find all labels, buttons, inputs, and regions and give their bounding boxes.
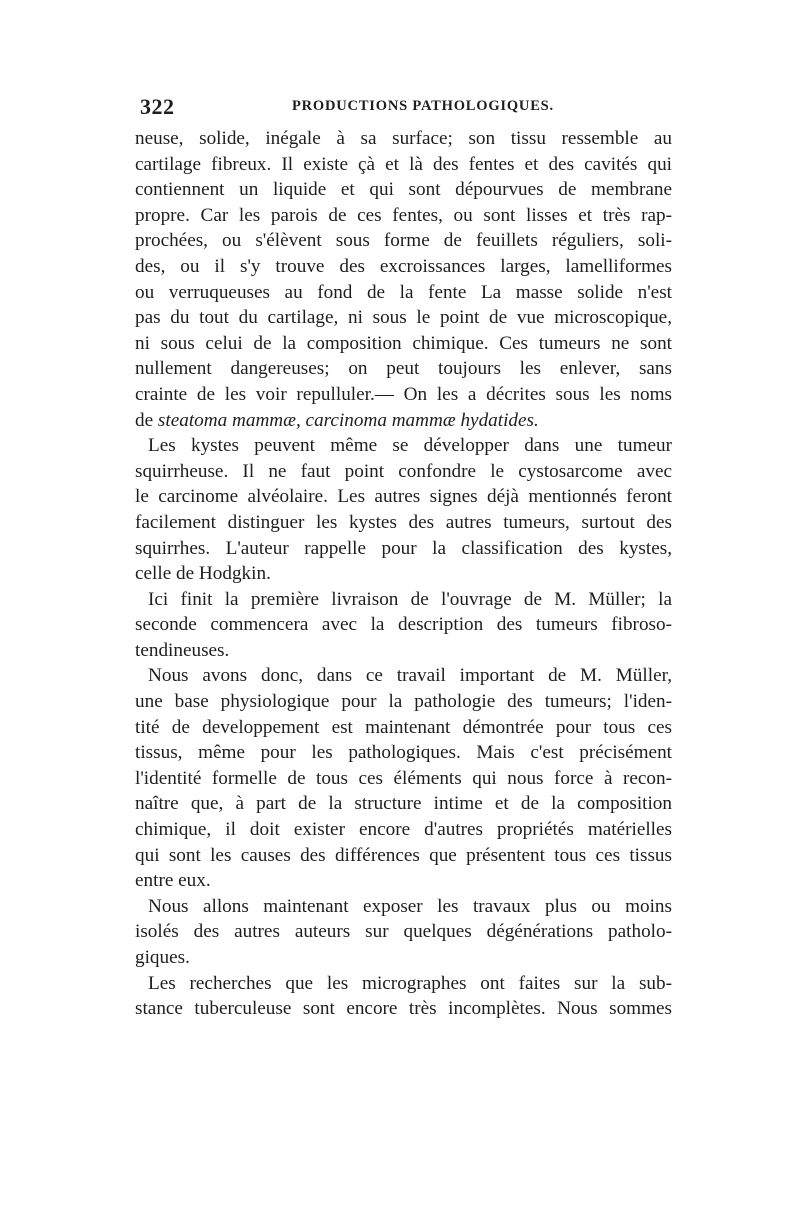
- text-line: le carcinome alvéolaire. Les autres signes déjà mentionnés feront: [135, 486, 672, 508]
- text-line: squirrheuse. Il ne faut point confondre le cystosarcome avec: [135, 460, 672, 482]
- text-line: tité de developpement est maintenant démontrée pour tous ces: [135, 716, 672, 738]
- text-line: tendineuses.: [135, 639, 230, 661]
- text-line: isolés des autres auteurs sur quelques dégénérations patholo-: [135, 921, 672, 943]
- text-line: celle de Hodgkin.: [135, 563, 271, 585]
- page-number: 322: [140, 94, 175, 119]
- text-line: l'identité formelle de tous ces éléments qui nous force à recon-: [135, 767, 672, 789]
- text-line: facilement distinguer les kystes des autres tumeurs, surtout des: [135, 511, 672, 533]
- text-line: entre eux.: [135, 870, 211, 892]
- text-line: squirrhes. L'auteur rappelle pour la classification des kystes,: [135, 537, 672, 559]
- text-line: une base physiologique pour la pathologie des tumeurs; l'iden-: [135, 691, 672, 713]
- paragraph-start-line: Nous allons maintenant exposer les travaux plus ou moins: [148, 895, 672, 917]
- text-line: seconde commencera avec la description des tumeurs fibroso-: [135, 614, 672, 636]
- text-line: propre. Car les parois de ces fentes, ou sont lisses et très rap-: [135, 204, 672, 226]
- text-line: cartilage fibreux. Il existe çà et là des fentes et des cavités qui: [135, 153, 672, 175]
- paragraph-start-line: Les recherches que les micrographes ont faites sur la sub-: [148, 972, 672, 994]
- body-text: [135, 126, 672, 1022]
- line-lead: de: [135, 409, 158, 431]
- text-line: prochées, ou s'élèvent sous forme de feuillets réguliers, soli-: [135, 230, 672, 252]
- text-line: contiennent un liquide et qui sont dépourvues de membrane: [135, 179, 672, 201]
- text-line-with-latin-names: [135, 408, 672, 434]
- text-line: chimique, il doit exister encore d'autres propriétés matérielles: [135, 819, 672, 841]
- paragraph-start-line: Les kystes peuvent même se développer dans une tumeur: [148, 435, 672, 457]
- text-line: naître que, à part de la structure intime et de la composition: [135, 793, 672, 815]
- text-line: stance tuberculeuse sont encore très incomplètes. Nous sommes: [135, 998, 672, 1020]
- running-title: PRODUCTIONS PATHOLOGIQUES.: [292, 98, 554, 114]
- text-line: ou verruqueuses au fond de la fente La masse solide n'est: [135, 281, 672, 303]
- text-line: giques.: [135, 947, 190, 968]
- text-line: nullement dangereuses; on peut toujours les enlever, sans: [135, 358, 672, 380]
- text-line: ni sous celui de la composition chimique. Ces tumeurs ne sont: [135, 332, 672, 354]
- text-line: pas du tout du cartilage, ni sous le point de vue microscopique,: [135, 307, 672, 329]
- paragraph-start-line: Nous avons donc, dans ce travail important de M. Müller,: [148, 665, 672, 687]
- paragraph-start-line: Ici finit la première livraison de l'ouvrage de M. Müller; la: [148, 588, 672, 610]
- latin-tumor-names: steatoma mammæ, carcinoma mammæ hydatides.: [157, 409, 539, 431]
- text-line: tissus, même pour les pathologiques. Mais c'est précisément: [135, 742, 672, 764]
- text-line: des, ou il s'y trouve des excroissances larges, lamelliformes: [135, 255, 672, 277]
- text-line: qui sont les causes des différences que présentent tous ces tissus: [135, 844, 672, 866]
- text-line: crainte de les voir repulluler.— On les a décrites sous les noms: [135, 383, 672, 405]
- running-head: [140, 94, 670, 120]
- text-line: neuse, solide, inégale à sa surface; son tissu ressemble au: [135, 128, 672, 149]
